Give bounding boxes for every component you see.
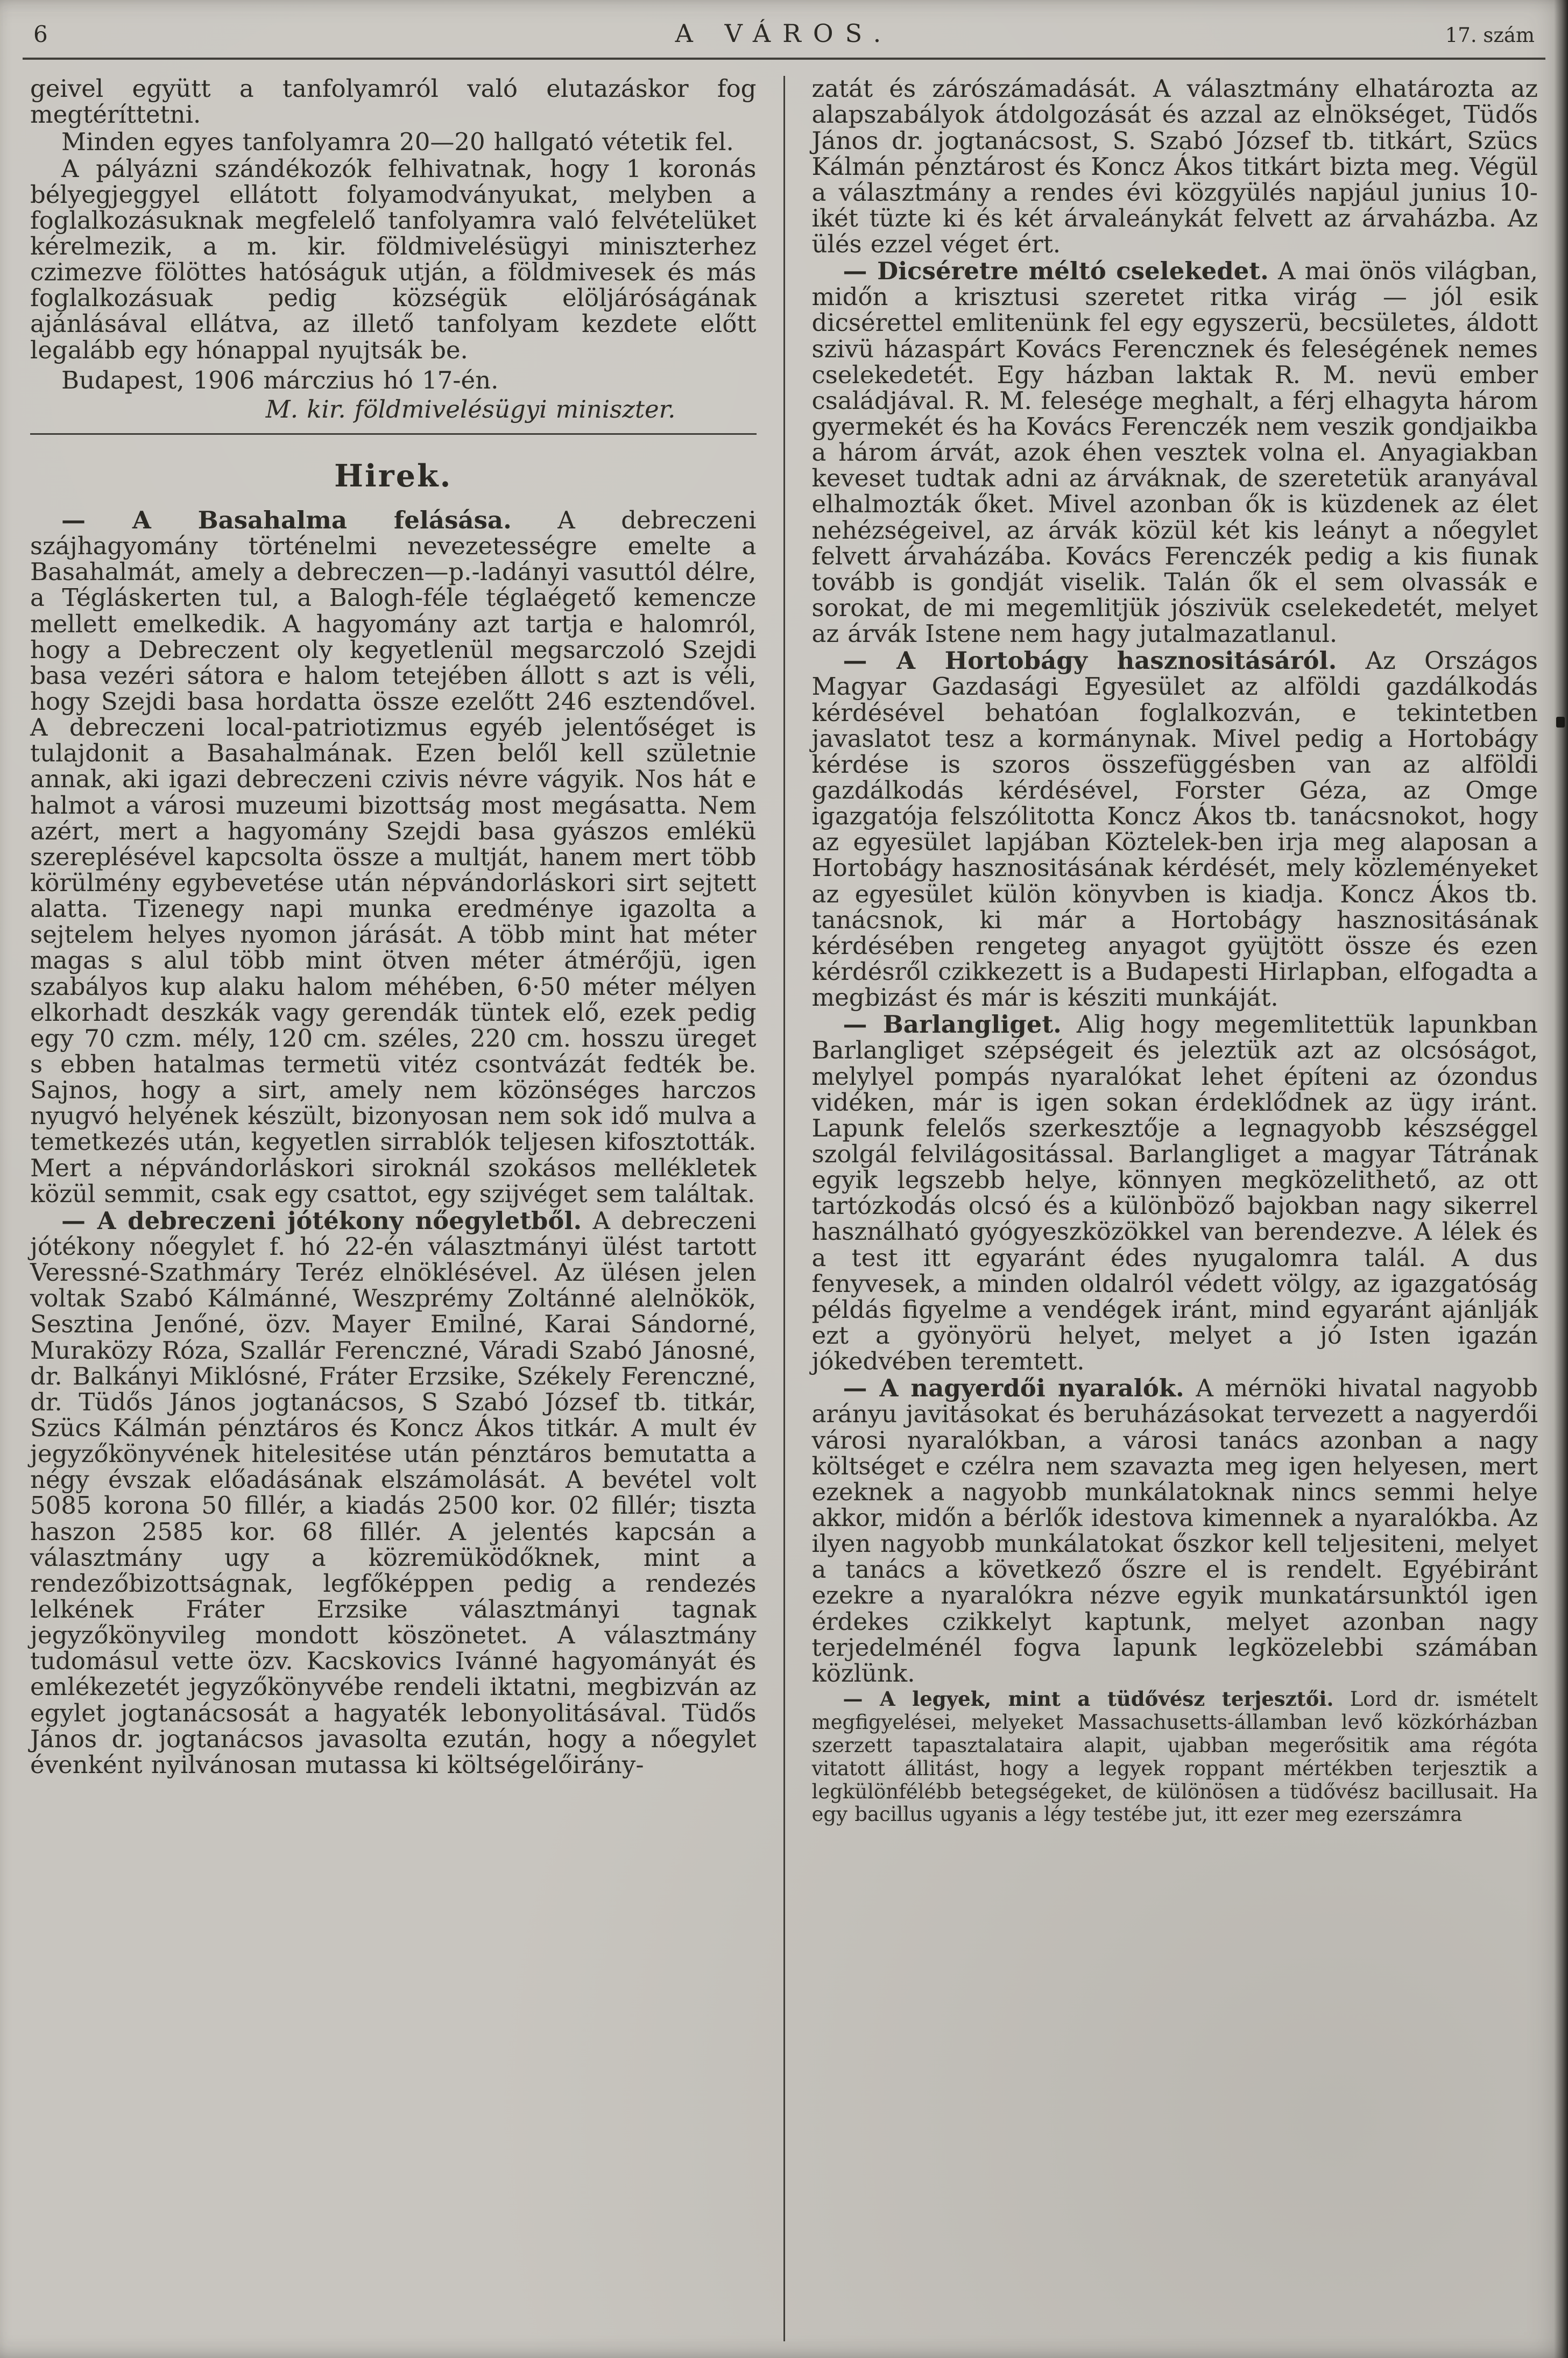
news-article-hortobagy — [812, 648, 1538, 1011]
issue-number: 17. szám — [1445, 24, 1535, 47]
dateline: Budapest, 1906 márczius hó 17-én. — [61, 365, 499, 394]
newspaper-title: A VÁROS. — [675, 19, 893, 48]
continuation-paragraph: zatát és zárószámadását. A választmány elhatározta az alapszabályok átdolgozását és azzal az elnökséget, Tüdős János dr. jogtanácsost, S. Szabó József tb. titkárt, Szücs Kálmán pénztárost és Koncz Ákos titkárt bizta meg. Végül a választmány a rendes évi közgyülés napjául junius 10-ikét tüzte ki és két árvaleánykát felvett az árvaházba. Az ülés ezzel véget ért. — [811, 74, 1538, 259]
article-lead: — Dicséretre méltó cselekedet. — [843, 257, 1269, 286]
article-body: A mai önös világban, midőn a krisztusi szeretet ritka virág — jól esik dicsérettel emlitenünk fel egy egyszerü, becsületes, áldott szivü házaspárt Kovács Ferencznek és feleségének nemes cselekedetét. Egy házban laktak R. M. nevü ember családjával. R. M. felesége meghalt, a férj elhagyta három gyermekét és ha Kovács Ferenczék nem veszik gondjaikba a három árvát, azok éhen vesztek volna el. Anyagiakban keveset tudtak adni az árváknak, de szeretetük aranyával elhalmozták őket. Mivel azonban ők is küzdenek az élet nehézségeivel, az árvák közül két kis leányt a nőegylet felvett árvaházába. Kovács Ferenczék pedig a kis fiunak tovább is gondját viselik. Talán ők el sem olvassák e sorokat, de mi megemlitjük jószivük cselekedetét, melyet az árvák Istene nem hagy jutalmazatlanul. — [811, 257, 1538, 648]
article-lead: — Barlangliget. — [843, 1010, 1062, 1039]
right-column — [812, 76, 1538, 2341]
left-column — [30, 76, 757, 2341]
article-lead: — A nagyerdői nyaralók. — [843, 1374, 1184, 1403]
paragraph-enrollment: Minden egyes tanfolyamra 20—20 hallgató vétetik fel. — [61, 127, 734, 156]
article-body: A mérnöki hivatal nagyobb arányu javitásokat és beruházásokat tervezett a nagyerdői városi nyaralókban, a városi tanács azonban a nagy költséget e czélra nem szavazta meg igen helyesen, mert ezeknek a nagyobb munkálatoknak nincs semmi helye akkor, midőn a bérlők idestova kimennek a nyaralókba. Az ilyen nagyobb munkálatokat őszkor kell teljesiteni, melyet a tanács a következő őszre el is rendelt. Egyébiránt ezekre a nyaralókra nézve egyik munkatársunktól igen érdekes czikkelyt kaptunk, melyet azonban nagy terjedelménél fogva lapunk legközelebbi számában közlünk. — [811, 1374, 1538, 1688]
section-divider-rule — [30, 433, 757, 435]
news-article-legyek — [812, 1688, 1538, 1826]
masthead — [23, 0, 1545, 60]
article-lead: — A debreczeni jótékony nőegyletből. — [61, 1206, 582, 1235]
article-body: Alig hogy megemlitettük lapunkban Barlangliget szépségeit és jeleztük azt az olcsóságot, melylyel pompás nyaralókat lehet építeni az ózondus vidéken, már is igen sokan érdeklődnek az ügy iránt. Lapunk felelős szerkesztője a legnagyobb készséggel szolgál felvilágositással. Barlangliget a magyar Tátrának egyik legszebb helye, könnyen megközelithető, az ott tartózkodás olcsó és a különböző bajokban nagy sikerrel használható gyógyeszközökkel van berendezve. A lélek és a test itt egyaránt édes nyugalomra talál. A dus fenyvesek, a minden oldalról védett völgy, az igazgatóság példás figyelme a vendégek iránt, mind egyaránt ajánlják ezt a gyönyörü helyet, melyet a jó Isten igazán jókedvében teremtett. — [811, 1010, 1538, 1376]
news-article-dicseret — [812, 258, 1538, 647]
page-columns — [0, 60, 1568, 2341]
article-lead: — A Hortobágy hasznositásáról. — [843, 646, 1337, 675]
column-divider-rule — [783, 76, 785, 2341]
ink-mark-artifact — [1556, 717, 1565, 728]
news-article-noegylet — [30, 1208, 757, 1778]
news-article-basahalma — [30, 507, 757, 1207]
paragraph-application-notice: A pályázni szándékozók felhivatnak, hogy 1 koronás bélyegjeggyel ellátott folyamodványukat, melyben a foglalkozásuknak megfelelő tanfolyamra való felvételüket kérelmezik, a m. kir. földmivelésügyi miniszterhez czimezve fölöttes hatóságuk utján, a földmivesek és más foglalkozásuak pedig községük elöljáróságának ajánlásával ellátva, az illető tanfolyam kezdete előtt legalább egy hónappal nyujtsák be. — [30, 154, 757, 364]
article-lead: — A legyek, mint a tüdővész terjesztői. — [843, 1686, 1334, 1711]
article-body: A debreczeni jótékony nőegylet f. hó 22-én választmányi ülést tartott Veressné-Szathmáry Teréz elnöklésével. Az ülésen jelen voltak Szabó Kálmánné, Weszprémy Zoltánné alelnökök, Sesztina Jenőné, özv. Mayer Emilné, Karai Sándorné, Muraközy Róza, Szallár Ferenczné, Váradi Szabó Jánosné, dr. Balkányi Miklósné, Fráter Erzsike, Székely Ferenczné, dr. Tüdős János jogtanácsos, S Szabó József tb. titkár, Szücs Kálmán pénztáros és Koncz Ákos titkár. A mult év jegyzőkönyvének hitelesitése után pénztáros bemutatta a négy évszak előadásának elszámolását. A bevétel volt 5085 korona 50 fillér, a kiadás 2500 kor. 02 fillér; tiszta haszon 2585 kor. 68 fillér. A jelentés kapcsán a választmány ugy a közremüködőknek, mint a rendezőbizottságnak, legfőképpen pedig a rendezés lelkének Fráter Erzsike választmányi tagnak jegyzőkönyvileg mondott köszönetet. A választmány tudomásul vette özv. Kacskovics Ivánné hagyományát és emlékezetét jegyzőkönyvébe rendeli iktatni, megbizván az egylet jogtanácsosát a hagyaték lebonyolitásával. Tüdős János dr. jogtanácsos javasolta ezután, hogy a nőegylet évenként nyilvánosan mutassa ki költségelőirány- — [30, 1206, 757, 1779]
page-number: 6 — [33, 21, 48, 47]
continuation-paragraph: geivel együtt a tanfolyamról való elutazáskor fog megtéríttetni. — [30, 74, 757, 129]
section-heading-hirek: Hirek. — [334, 458, 453, 495]
article-body: Lord dr. ismételt megfigyelései, melyeket Massachusetts-államban levő közkórházban szerzett tapasztalataira alapit, ujabban megerősitik ama régóta vitatott állitást, hogy a legyek roppant mértékben terjesztik a legkülönfélébb betegségeket, de különösen a tüdővész bacillusait. Ha egy bacillus ugyanis a légy testébe jut, itt ezer meg ezerszámra — [811, 1687, 1538, 1826]
signature-line: M. kir. földmivelésügyi miniszter. — [265, 394, 676, 423]
news-article-barlangliget — [812, 1012, 1538, 1374]
article-body: Az Országos Magyar Gazdasági Egyesület az alföldi gazdálkodás kérdésével behatóan foglalkozván, e tekintetben javaslatot tesz a kormánynak. Mivel pedig a Hortobágy kérdése is szoros összefüggésben van az alföldi gazdálkodás kérdésével, Forster Géza, az Omge igazgatója felszólitotta Koncz Ákos tb. tanácsnokot, hogy az egyesület lapjában Köztelek-ben irja meg alaposan a Hortobágy hasznositásának kérdését, mely közleményeket az egyesület külön könyvben is kiadja. Koncz Ákos tb. tanácsnok, ki már a Hortobágy hasznositásának kérdésében rengeteg anyagot gyüjtött össze és ezen kérdésről czikkezett is a Budapesti Hirlapban, elfogadta a megbizást és már is késziti munkáját. — [811, 646, 1538, 1012]
news-article-nagyerdo — [812, 1375, 1538, 1686]
article-body: A debreczeni szájhagyomány történelmi nevezetességre emelte a Basahalmát, amely a debreczen—p.-ladányi vasuttól délre, a Tégláskerten tul, a Balogh-féle téglaégető kemencze mellett emelkedik. A hagyomány azt tartja e halomról, hogy a Debreczent oly kegyetlenül megsarczoló Szejdi basa vezéri sátora e halom tetejében állott s azt is véli, hogy Szejdi basa hordatta össze ezelőtt 246 esztendővel. A debreczeni local-patriotizmus egyéb jelentőséget is tulajdonit a Basahalmának. Ezen belől kell születnie annak, aki igazi debreczeni czivis névre vágyik. Nos hát e halmot a városi muzeumi bizottság most megásatta. Nem azért, mert a hagyomány Szejdi basa gyászos emlékü szereplésével kapcsolta össze a multját, hanem mert több körülmény egybevetése után népvándorláskori sirt sejtett alatta. Tizenegy napi munka eredménye igazolta a sejtelem helyes nyomon járását. A több mint hat méter magas s alul több mint ötven méter átmérőjü, igen szabályos kup alaku halom méhében, 6·50 méter mélyen elkorhadt deszkák vagy gerendák tüntek elő, ezek pedig egy 70 czm. mély, 120 cm. széles, 220 cm. hosszu üreget s ebben hatalmas termetü vitéz csontvázát fedték be. Sajnos, hogy a sirt, amely nem közönséges harczos nyugvó helyének készült, bizonyosan nem sok idő mulva a temetkezés után, kegyetlen sirrablók teljesen kifosztották. Mert a népvándorláskori siroknál szokásos mellékletek közül semmit, csak egy csattot, egy szijvéget sem találtak. — [30, 506, 757, 1208]
article-lead: — A Basahalma felásása. — [61, 506, 512, 535]
